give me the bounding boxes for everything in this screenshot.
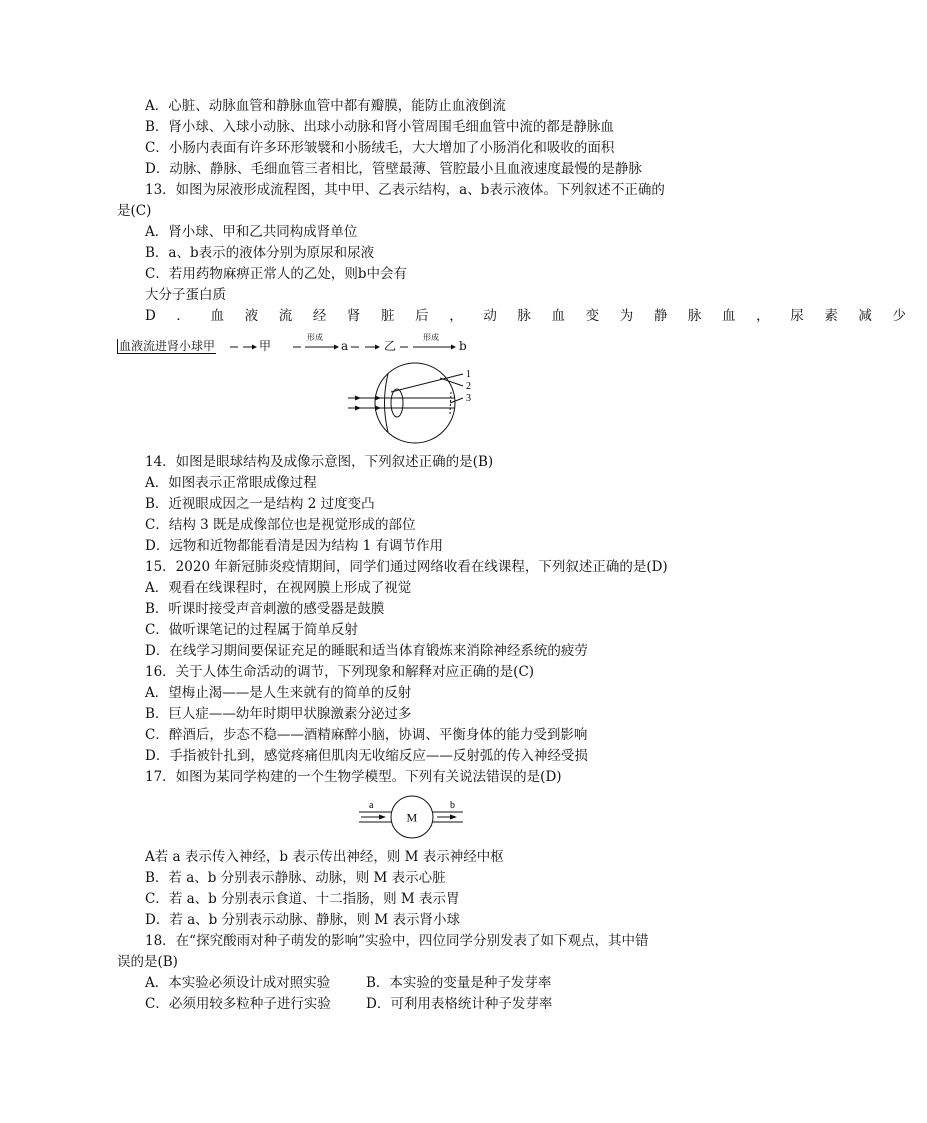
flow-b: b [459, 339, 467, 353]
eye-label-1: 1 [466, 369, 471, 380]
q13-option-c-cont: 大分子蛋白质 [145, 287, 226, 303]
urine-flow-chart [117, 333, 477, 357]
model-label-m: M [406, 810, 418, 825]
q13-option-b: B．a、b表示的液体分别为原尿和尿液 [145, 245, 375, 261]
q16-option-a: A．望梅止渴——是人生来就有的简单的反射 [145, 685, 412, 701]
q18-option-c: C．必须用较多粒种子进行实验 [145, 996, 331, 1012]
q13-stem: 13．如图为尿液形成流程图，其中甲、乙表示结构，a、b表示液体。下列叙述不正确的 [145, 182, 665, 198]
cornea-line [385, 374, 389, 432]
q12-option-a: A．心脏、动脉血管和静脉血管中都有瓣膜，能防止血液倒流 [145, 98, 506, 114]
model-label-a: a [369, 800, 374, 811]
q15-option-d: D．在线学习期间要保证充足的睡眠和适当体育锻炼来消除神经系统的疲劳 [145, 643, 588, 659]
flow-start-box: 血液流进肾小球甲 [119, 339, 216, 353]
q17-option-d: D．若 a、b 分别表示动脉、静脉，则 M 表示肾小球 [145, 912, 461, 928]
q18-stem: 18．在“探究酸雨对种子萌发的影响”实验中，四位同学分别发表了如下观点，其中错 [145, 933, 649, 949]
q17-option-b: B．若 a、b 分别表示静脉、动脉，则 M 表示心脏 [145, 870, 446, 886]
q16-option-d: D．手指被针扎到，感觉疼痛但肌肉无收缩反应——反射弧的传入神经受损 [145, 748, 588, 764]
q16-stem: 16．关于人体生命活动的调节，下列现象和解释对应正确的是(C) [145, 664, 535, 680]
q13-option-a: A．肾小球、甲和乙共同构成肾单位 [145, 224, 358, 240]
q13-option-c: C．若用药物麻痹正常人的乙处，则b中会有 [145, 266, 407, 282]
flow-a: a [341, 339, 349, 353]
q12-option-b: B．肾小球、入球小动脉、出球小动脉和肾小管周围毛细血管中流的都是静脉血 [145, 119, 614, 135]
q17-stem: 17．如图为某同学构建的一个生物学模型。下列有关说法错误的是(D) [145, 769, 562, 785]
biological-model-diagram [357, 792, 467, 842]
flow-label-form-1: 形成 [307, 333, 323, 342]
lens-shape [391, 389, 403, 417]
q15-option-a: A．观看在线课程时，在视网膜上形成了视觉 [145, 580, 412, 596]
q14-stem: 14．如图是眼球结构及成像示意图，下列叙述正确的是(B) [145, 454, 494, 470]
eye-label-3: 3 [466, 393, 471, 404]
q13-stem-cont: 是(C) [117, 203, 152, 219]
q18-option-b: B．本实验的变量是种子发芽率 [366, 975, 552, 991]
q17-option-c: C．若 a、b 分别表示食道、十二指肠，则 M 表示胃 [145, 891, 460, 907]
model-label-b: b [450, 800, 455, 811]
q18-option-a: A．本实验必须设计成对照实验 [145, 975, 331, 991]
flow-jia: 甲 [259, 339, 272, 353]
q14-option-d: D．远物和近物都能看清是因为结构 1 有调节作用 [145, 538, 443, 554]
q16-option-b: B．巨人症——幼年时期甲状腺激素分泌过多 [145, 706, 412, 722]
q18-stem-cont: 误的是(B) [117, 954, 178, 970]
flow-yi: 乙 [384, 339, 397, 353]
eye-label-2: 2 [466, 381, 471, 392]
q12-option-c: C．小肠内表面有许多环形皱襞和小肠绒毛，大大增加了小肠消化和吸收的面积 [145, 140, 615, 156]
q15-option-b: B．听课时接受声音刺激的感受器是鼓膜 [145, 601, 385, 617]
q13-option-d: D．血液流经肾脏后，动脉血变为静脉血，尿素减少 [145, 308, 927, 324]
q16-option-c: C．醉酒后，步态不稳——酒精麻醉小脑，协调、平衡身体的能力受到影响 [145, 727, 588, 743]
q14-option-a: A．如图表示正常眼成像过程 [145, 475, 317, 491]
q15-stem: 15．2020 年新冠肺炎疫情期间，同学们通过网络收看在线课程，下列叙述正确的是(D) [145, 559, 668, 575]
q18-option-d: D．可利用表格统计种子发芽率 [366, 996, 553, 1012]
eyeball-diagram [345, 358, 485, 448]
q14-option-c: C．结构 3 既是成像部位也是视觉形成的部位 [145, 517, 416, 533]
flow-label-form-2: 形成 [423, 333, 439, 342]
q15-option-c: C．做听课笔记的过程属于简单反射 [145, 622, 358, 638]
eyeball-outline [375, 363, 455, 443]
q12-option-d: D．动脉、静脉、毛细血管三者相比，管壁最薄、管腔最小且血液速度最慢的是静脉 [145, 161, 642, 177]
q17-option-a: A若 a 表示传入神经，b 表示传出神经，则 M 表示神经中枢 [145, 849, 504, 865]
q14-option-b: B．近视眼成因之一是结构 2 过度变凸 [145, 496, 375, 512]
